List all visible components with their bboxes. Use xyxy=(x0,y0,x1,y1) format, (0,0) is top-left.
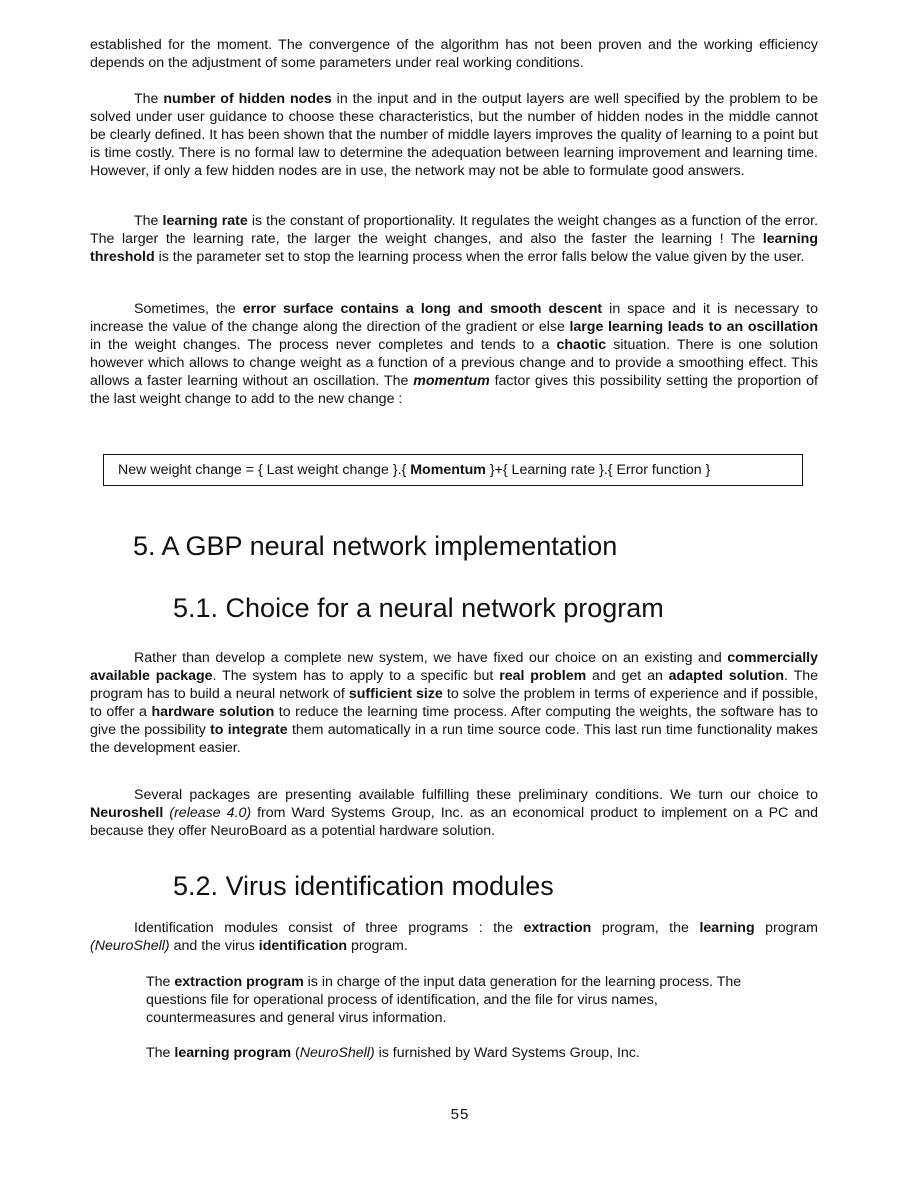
paragraph-learning-rate xyxy=(90,212,818,266)
text-run: Several packages are presenting available fulfilling these preliminary conditions. We turn our choice to xyxy=(134,787,818,803)
bold-text-run: adapted solution xyxy=(668,668,785,684)
text-run: in the input and in the output layers are well specified by the problem to be solved under user guidance to choose these characteristics, but the number of hidden nodes in the middle cannot be clearly defined. It has been shown that the number of middle layers improves the quality of learning to a point but is time costly. There is no formal law to determine the adequation between learning improvement and learning time. However, if only a few hidden nodes are in use, the network may not be able to formulate good answers. xyxy=(90,91,818,179)
text-run: is in charge of the input data generation for the learning process. The questions file for operational process of identification, and the file for virus names, countermeasures and general virus information. xyxy=(146,974,742,1026)
section-heading-5: 5. A GBP neural network implementation xyxy=(133,531,618,561)
text-run: and get an xyxy=(586,668,669,684)
section-heading-5-2: 5.2. Virus identification modules xyxy=(173,871,554,901)
text-run: factor gives this possibility setting the proportion of the last weight change to add to the new change : xyxy=(90,373,818,407)
text-run: . The program has to build a neural network of xyxy=(90,668,819,702)
italic-text-run: (release 4.0) xyxy=(169,805,252,821)
bold-text-run: large learning leads to an oscillation xyxy=(569,319,818,335)
text-run: established for the moment. The convergence of the algorithm has not been proven and the working efficiency depends on the adjustment of some parameters under real working conditions. xyxy=(90,37,818,71)
text-run: program, the xyxy=(591,920,700,936)
text-run: }+{ Learning rate }.{ Error function } xyxy=(485,462,711,478)
bold-text-run: identification xyxy=(258,938,348,954)
bold-text-run: hardware solution xyxy=(151,704,275,720)
bold-text-run: learning xyxy=(699,920,755,936)
bold-text-run: number of hidden nodes xyxy=(163,91,332,107)
text-run: to reduce the learning time process. After computing the weights, the software has to give the possibility xyxy=(90,704,818,738)
paragraph-hidden-nodes xyxy=(90,90,818,180)
text-run: from Ward Systems Group, Inc. as an economical product to implement on a PC and because they offer NeuroBoard as a potential hardware solution. xyxy=(90,805,818,839)
bold-text-run: Neuroshell xyxy=(90,805,164,821)
text-run: program xyxy=(754,920,818,936)
text-run: The xyxy=(146,1045,175,1061)
text-run: The xyxy=(146,974,175,990)
bold-text-run: error surface contains a long and smooth descent xyxy=(242,301,603,317)
bold-text-run: extraction program xyxy=(174,974,304,990)
paragraph-packages xyxy=(90,786,818,840)
page-number: 55 xyxy=(450,1106,470,1123)
emphasis-run xyxy=(413,373,489,389)
text-run: New weight change = { Last weight change }.{ xyxy=(118,462,411,478)
section-heading-5-1: 5.1. Choice for a neural network program xyxy=(173,593,664,623)
text-run: The xyxy=(134,213,163,229)
text-run: to solve the problem in terms of experience and if possible, to offer a xyxy=(90,686,818,720)
text-run: Rather than develop a complete new system, we have fixed our choice on an existing and xyxy=(134,650,728,666)
text-run: is the parameter set to stop the learning process when the error falls below the value given by the user. xyxy=(154,249,805,265)
text-run: . The system has to apply to a specific but xyxy=(212,668,500,684)
text-run: in space and it is necessary to increase the value of the change along the direction of the gradient or else xyxy=(90,301,818,335)
text-run: The xyxy=(134,91,164,107)
bold-text-run: to integrate xyxy=(210,722,288,738)
bold-text-run: chaotic xyxy=(556,337,607,353)
bold-italic-text-run: momentum xyxy=(413,373,490,389)
paragraph-identification-modules xyxy=(90,919,818,955)
text-run: them automatically in a run time source code. This last run time functionality makes the development easier. xyxy=(90,722,819,756)
italic-text-run: (NeuroShell) xyxy=(90,938,170,954)
weight-change-formula-box xyxy=(103,454,803,486)
paragraph-extraction-program xyxy=(146,973,756,1027)
text-run: in the weight changes. The process never completes and tends to a xyxy=(90,337,557,353)
bold-text-run: sufficient size xyxy=(348,686,443,702)
text-run: Identification modules consist of three programs : the xyxy=(134,920,524,936)
bold-text-run: commercially available package xyxy=(90,650,818,684)
text-run: Sometimes, the xyxy=(134,301,243,317)
paragraph-learning-program xyxy=(146,1044,756,1062)
bold-text-run: learning threshold xyxy=(90,231,818,265)
italic-text-run: NeuroShell) xyxy=(299,1045,375,1061)
text-run: ( xyxy=(291,1045,300,1061)
bold-text-run: extraction xyxy=(523,920,592,936)
bold-text-run: Momentum xyxy=(410,462,486,478)
paragraph-error-surface xyxy=(90,300,818,408)
paragraph-continuation xyxy=(90,36,818,72)
text-run: is furnished by Ward Systems Group, Inc. xyxy=(374,1045,640,1061)
bold-text-run: learning rate xyxy=(162,213,248,229)
text-run: is the constant of proportionality. It regulates the weight changes as a function of the error. The larger the learning rate, the larger the weight changes, and also the faster the learning ! The xyxy=(90,213,819,247)
text-run: program. xyxy=(347,938,408,954)
bold-text-run: learning program xyxy=(174,1045,292,1061)
paragraph-choice xyxy=(90,649,818,757)
bold-text-run: real problem xyxy=(499,668,587,684)
text-run: and the virus xyxy=(169,938,259,954)
text-run: situation. There is one solution however which allows to change weight as a function of a previous change and to provide a smoothing effect. This allows a faster learning without an oscillation. The xyxy=(90,337,819,389)
